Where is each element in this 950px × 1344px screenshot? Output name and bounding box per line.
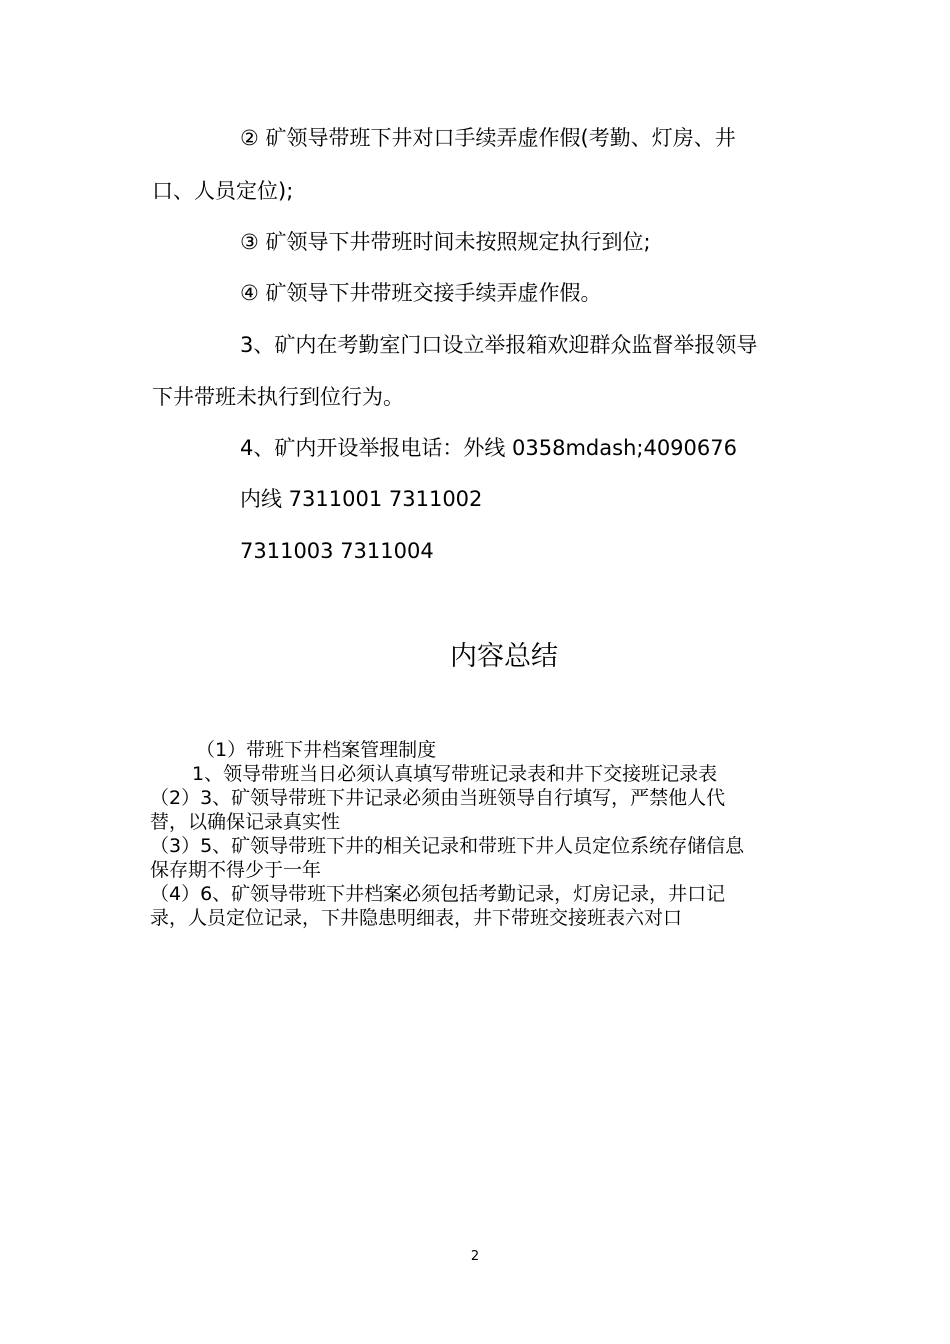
summary-title: 内容总结 [450,641,558,672]
summary-line: 录，人员定位记录，下井隐患明细表，井下带班交接班表六对口 [150,907,683,929]
paragraph-item-4: ④ 矿领导下井带班交接手续弄虚作假。 [240,281,602,305]
paragraph-item-3: ③ 矿领导下井带班时间未按照规定执行到位; [240,230,651,254]
summary-line: （2）3、矿领导带班下井记录必须由当班领导自行填写，严禁他人代 [150,787,726,809]
summary-line: （3）5、矿领导带班下井的相关记录和带班下井人员定位系统存储信息 [150,835,745,857]
paragraph-item-2-line-1: ② 矿领导带班下井对口手续弄虚作假(考勤、灯房、井 [240,126,736,150]
summary-line: 保存期不得少于一年 [150,859,322,881]
summary-line: （1）带班下井档案管理制度 [196,739,437,761]
page-number: 2 [470,1249,480,1264]
paragraph-section-4-line-3: 7311003 7311004 [240,539,434,563]
paragraph-item-2-line-2: 口、人员定位); [152,179,294,203]
paragraph-section-4-line-1: 4、矿内开设举报电话：外线 0358mdash;4090676 [240,436,737,460]
summary-line: 替，以确保记录真实性 [150,811,341,833]
paragraph-section-4-line-2: 内线 7311001 7311002 [240,487,483,511]
paragraph-section-3-line-2: 下井带班未执行到位行为。 [152,385,404,409]
summary-line: 1、领导带班当日必须认真填写带班记录表和井下交接班记录表 [192,763,718,785]
paragraph-section-3-line-1: 3、矿内在考勤室门口设立举报箱欢迎群众监督举报领导 [240,333,758,357]
summary-line: （4）6、矿领导带班下井档案必须包括考勤记录，灯房记录，井口记 [150,883,726,905]
